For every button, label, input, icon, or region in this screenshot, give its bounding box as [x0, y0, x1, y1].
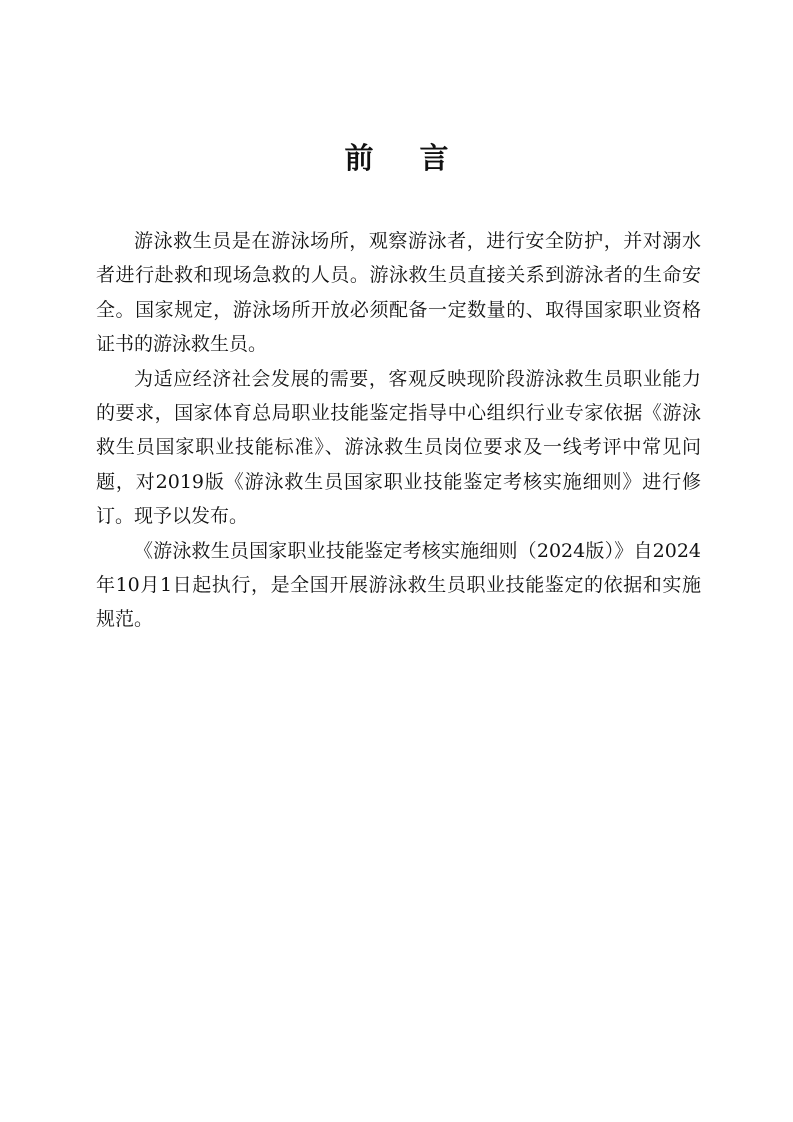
paragraph-3: 《游泳救生员国家职业技能鉴定考核实施细则（2024版）》自2024年10月1日起执行，是全国开展游泳救生员职业技能鉴定的依据和实施规范。	[96, 539, 701, 631]
paragraph-1: 游泳救生员是在游泳场所，观察游泳者，进行安全防护，并对溺水者进行赴救和现场急救的人员。游泳救生员直接关系到游泳者的生命安全。国家规定，游泳场所开放必须配备一定数量的、取得国家职业资格证书的游泳救生员。	[96, 230, 701, 356]
page-title: 前言	[344, 141, 495, 175]
paragraph-2: 为适应经济社会发展的需要，客观反映现阶段游泳救生员职业能力的要求，国家体育总局职业技能鉴定指导中心组织行业专家依据《游泳救生员国家职业技能标准》、游泳救生员岗位要求及一线考评中常见问题，对2019版《游泳救生员国家职业技能鉴定考核实施细则》进行修订。现予以发布。	[96, 367, 701, 528]
preface-body	[96, 224, 701, 637]
